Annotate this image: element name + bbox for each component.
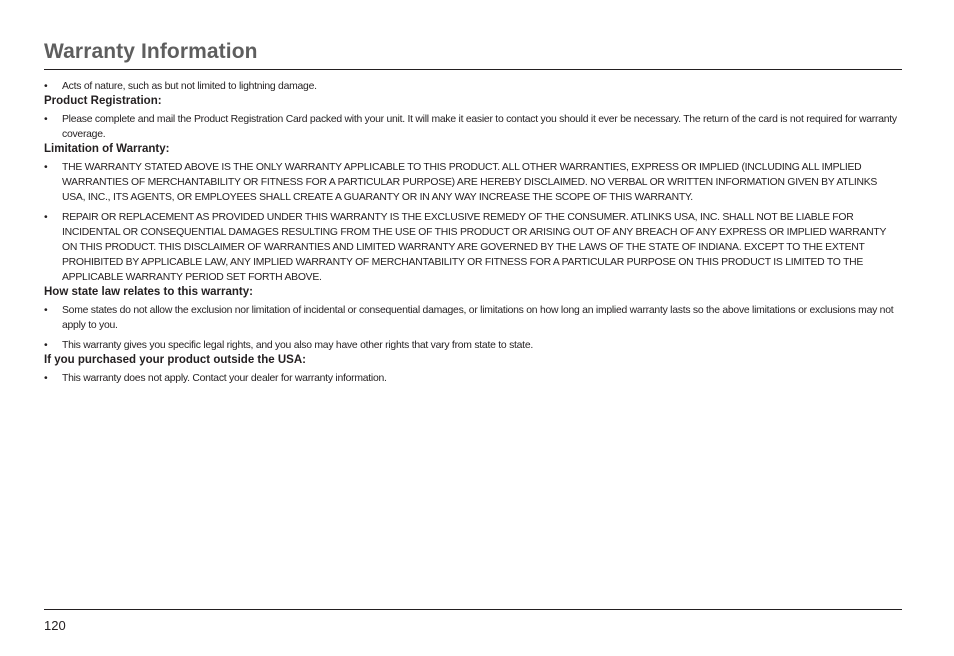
bullet-list xyxy=(44,160,902,285)
footer-divider xyxy=(44,609,902,610)
bullet-marker: • xyxy=(44,305,48,316)
bullet-list xyxy=(44,79,902,94)
list-item xyxy=(44,371,902,386)
list-item xyxy=(44,79,902,94)
warranty-content xyxy=(44,79,902,386)
list-item-text: THE WARRANTY STATED ABOVE IS THE ONLY WARRANTY APPLICABLE TO THIS PRODUCT. ALL OTHER WARRANTIES, EXPRESS OR IMPLIED (INCLUDING ALL IMPLIED WARRANTIES OF MERCHANTABILITY OR FITNESS FOR A PARTICULAR PURPOSE) ARE HEREBY DISCLAIMED. NO VERBAL OR WRITTEN INFORMATION GIVEN BY ATLINKS USA, INC., ITS AGENTS, OR EMPLOYEES SHALL CREATE A GUARANTY OR IN ANY WAY INCREASE THE SCOPE OF THIS WARRANTY. xyxy=(62,162,878,203)
section-heading-state-law: How state law relates to this warranty: xyxy=(44,286,253,298)
list-item-text: REPAIR OR REPLACEMENT AS PROVIDED UNDER THIS WARRANTY IS THE EXCLUSIVE REMEDY OF THE CONSUMER. ATLINKS USA, INC. SHALL NOT BE LIABLE FOR INCIDENTAL OR CONSEQUENTIAL DAMAGES RESULTING FROM THE USE OF THIS PRODUCT OR ARISING OUT OF ANY BREACH OF ANY EXPRESS OR IMPLIED WARRANTY ON THIS PRODUCT. THIS DISCLAIMER OF WARRANTIES AND LIMITED WARRANTY ARE GOVERNED BY THE LAWS OF THE STATE OF INDIANA. EXCEPT TO THE EXTENT PROHIBITED BY APPLICABLE LAW, ANY IMPLIED WARRANTY OF MERCHANTABILITY OR FITNESS FOR A PARTICULAR PURPOSE ON THIS PRODUCT IS LIMITED TO THE APPLICABLE WARRANTY PERIOD SET FORTH ABOVE. xyxy=(62,212,887,283)
list-item-text: Acts of nature, such as but not limited to lightning damage. xyxy=(62,81,317,92)
bullet-list xyxy=(44,112,902,142)
list-item xyxy=(44,210,902,285)
bullet-marker: • xyxy=(44,81,48,92)
bullet-marker: • xyxy=(44,212,48,223)
list-item xyxy=(44,112,902,142)
list-item-text: Some states do not allow the exclusion nor limitation of incidental or consequential damages, or limitations on how long an implied warranty lasts so the above limitations or exclusions may not apply to you. xyxy=(62,305,894,331)
bullet-list xyxy=(44,303,902,353)
bullet-list xyxy=(44,371,902,386)
bullet-marker: • xyxy=(44,373,48,384)
list-item xyxy=(44,338,902,353)
bullet-marker: • xyxy=(44,114,48,125)
title-divider xyxy=(44,69,902,70)
bullet-marker: • xyxy=(44,162,48,173)
list-item-text: This warranty does not apply. Contact your dealer for warranty information. xyxy=(62,373,387,384)
page-number: 120 xyxy=(44,618,66,633)
list-item xyxy=(44,303,902,333)
list-item xyxy=(44,160,902,205)
section-heading-product-registration: Product Registration: xyxy=(44,95,162,107)
bullet-marker: • xyxy=(44,340,48,351)
section-heading-limitation-of-warranty: Limitation of Warranty: xyxy=(44,143,170,155)
page-title: Warranty Information xyxy=(44,40,258,63)
list-item-text: Please complete and mail the Product Registration Card packed with your unit. It will make it easier to contact you should it ever be necessary. The return of the card is not required for warranty coverage. xyxy=(62,114,897,140)
list-item-text: This warranty gives you specific legal rights, and you also may have other rights that vary from state to state. xyxy=(62,340,533,351)
section-heading-outside-usa: If you purchased your product outside the USA: xyxy=(44,354,306,366)
